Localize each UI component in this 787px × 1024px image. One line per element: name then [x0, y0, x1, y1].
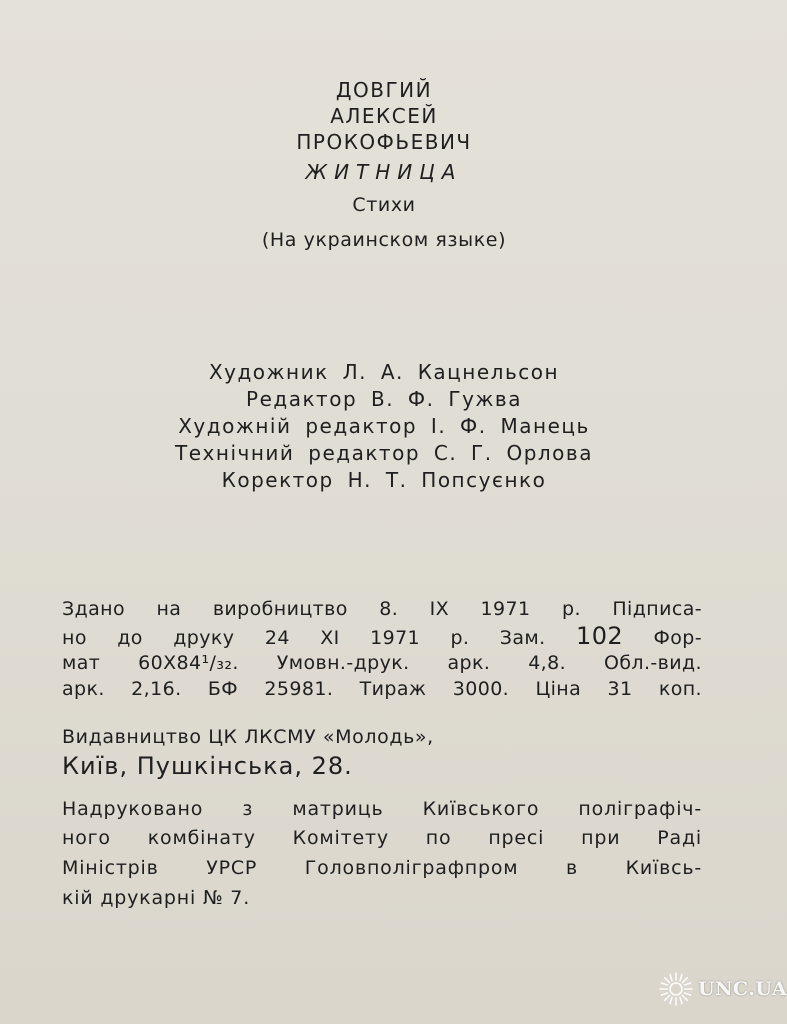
printing-note-line-3: Міністрів УРСР Головполіграфпром в Київсь- [62, 857, 702, 879]
printing-note-line-2: ного комбінату Комітету по пресі при Раді [62, 827, 702, 849]
imprint-line-2-end: Фор- [653, 627, 702, 649]
imprint-line-2 [62, 622, 702, 650]
printing-note-line-4: кій друкарні № 7. [62, 887, 251, 909]
order-number: 102 [576, 622, 624, 650]
imprint-line-3: мат 60Х84¹/₃₂. Умовн.-друк. арк. 4,8. Обл.-вид. [62, 652, 702, 674]
credit-artist: Художник Л. А. Кацнельсон [208, 360, 560, 384]
publisher-address: Київ, Пушкінська, 28. [62, 752, 353, 780]
credit-technical-editor: Технічний редактор С. Г. Орлова [175, 441, 593, 465]
book-title: ЖИТНИЦА [305, 160, 463, 184]
imprint-line-4: арк. 2,16. БФ 25981. Тираж 3000. Ціна 31 коп. [62, 678, 702, 700]
site-watermark [656, 962, 787, 1016]
watermark-text: UNC.UA [698, 978, 787, 1000]
book-genre: Стихи [352, 194, 416, 216]
author-surname: ДОВГИЙ [335, 78, 433, 102]
printing-note-line-1: Надруковано з матриць Київського поліграфіч- [62, 798, 702, 820]
publisher-name: Видавництво ЦК ЛКСМУ «Молодь», [62, 726, 434, 748]
language-note: (На украинском языке) [261, 229, 507, 251]
imprint-line-1: Здано на виробництво 8. IX 1971 р. Підписа- [62, 598, 702, 620]
author-patronymic: ПРОКОФЬЕВИЧ [296, 130, 472, 154]
sunburst-logo-icon [656, 969, 696, 1009]
imprint-line-2-start: но до друку 24 XI 1971 р. Зам. [62, 627, 546, 649]
author-first-name: АЛЕКСЕЙ [330, 104, 438, 128]
credit-proofreader: Коректор Н. Т. Попсуєнко [221, 468, 547, 492]
credit-editor: Редактор В. Ф. Гужва [246, 387, 522, 411]
credit-art-editor: Художній редактор І. Ф. Манець [178, 414, 590, 438]
